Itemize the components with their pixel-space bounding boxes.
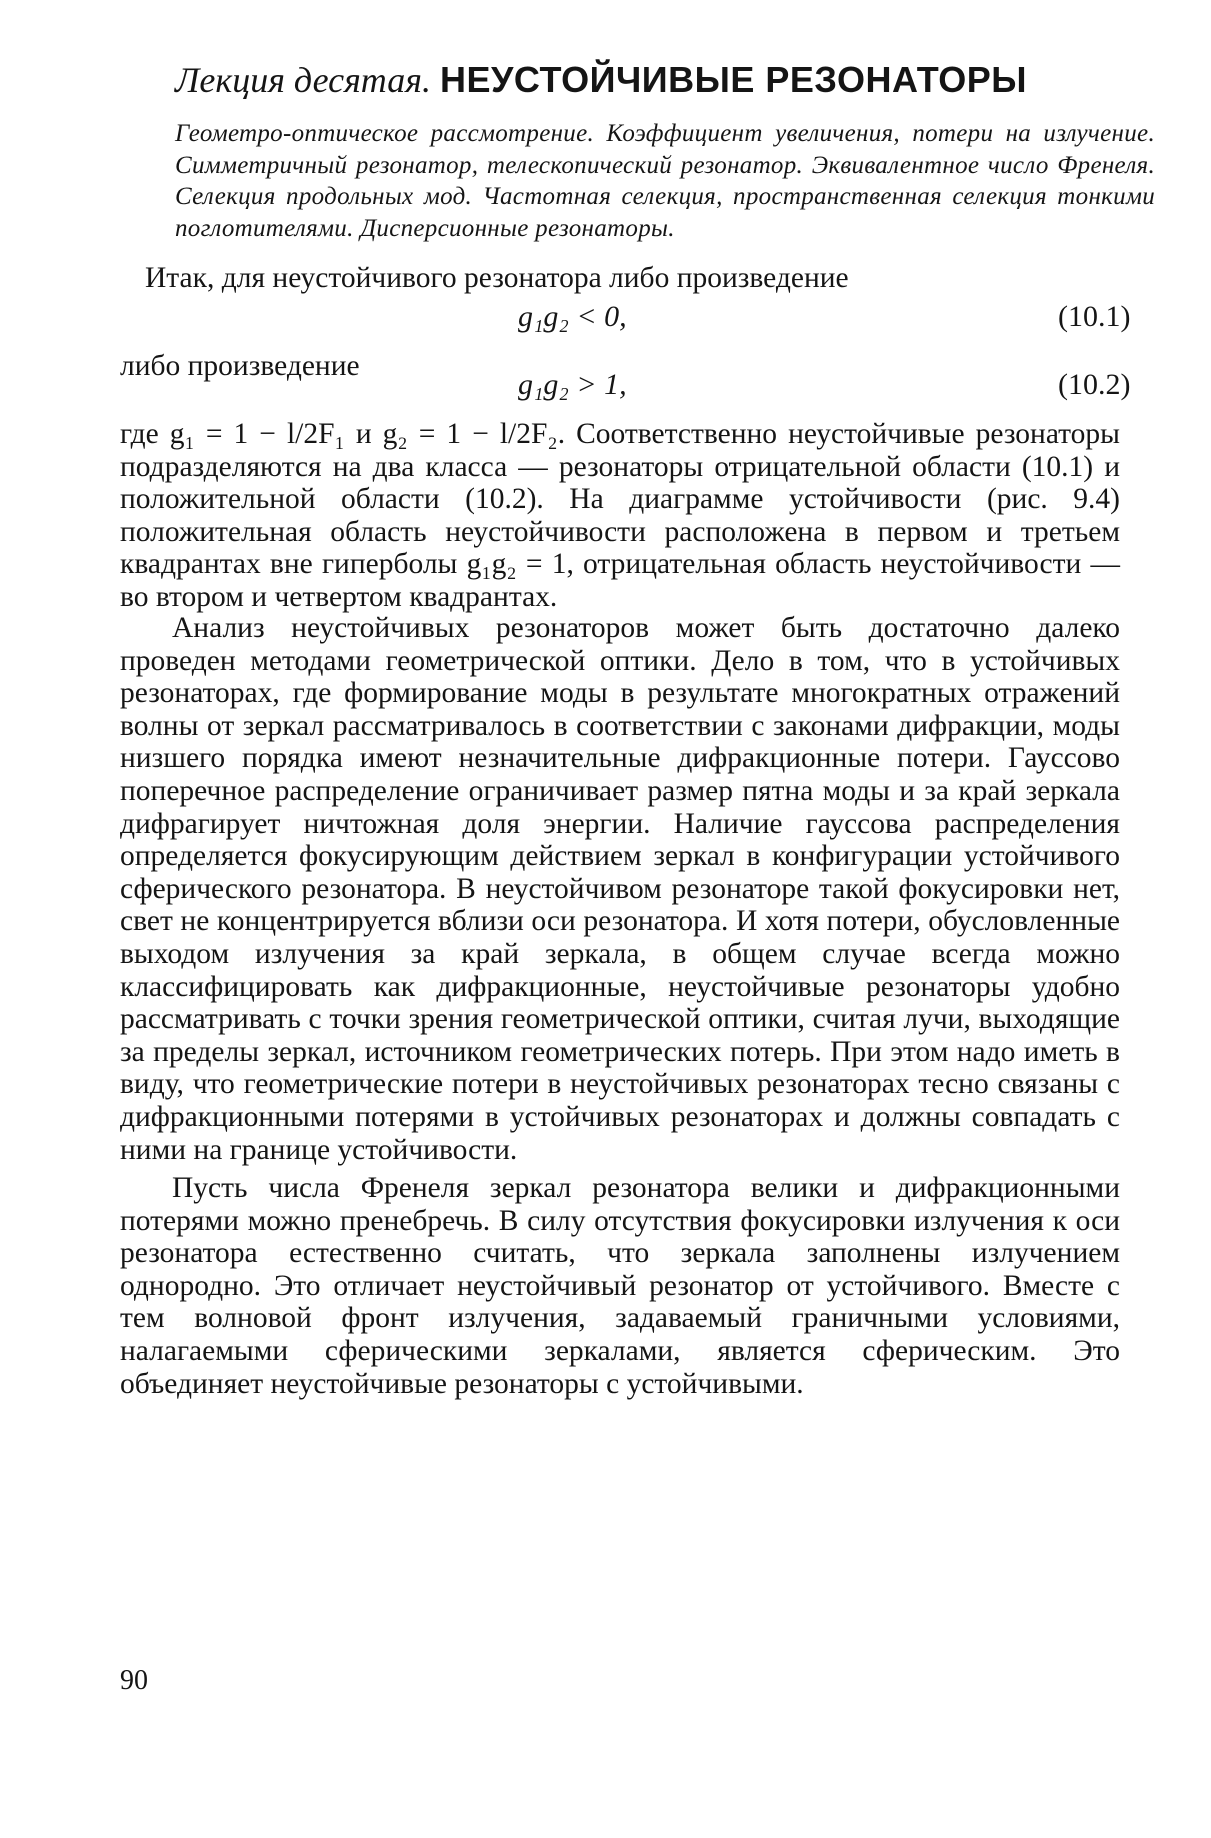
lecture-label: Лекция десятая. [175,60,431,100]
paragraph-2: Анализ неустойчивых резонаторов может быть достаточно далеко проведен методами геометрической оптики. Дело в том, что в устойчивых резонаторах, где формирование моды в результате многократных отражений волны от зеркал рассматривалось в соответствии с законами дифракции, моды низшего порядка имеют незначительные дифракционные потери. Гауссово поперечное распределение ограничивает размер пятна моды и за край зеркала дифрагирует ничтожная доля энергии. Наличие гауссова распределения определяется фокусирующим действием зеркал в конфигурации устойчивого сферического резонатора. В неустойчивом резонаторе такой фокусировки нет, свет не концентрируется вблизи оси резонатора. И хотя потери, обусловленные выходом излучения за край зеркала, в общем случае всегда можно классифицировать как дифракционные, неустойчивые резонаторы удобно рассматривать с точки зрения геометрической оптики, считая лучи, выходящие за пределы зеркал, источником геометрических потерь. При этом надо иметь в виду, что геометрические потери в неустойчивых резонаторах тесно связаны с дифракционными потерями в устойчивых резонаторах и должны совпадать с ними на границе устойчивости. [120,612,1120,1166]
paragraph-1: где g₁ = 1 − l/2F₁ и g₂ = 1 − l/2F₂. Соответственно неустойчивые резонаторы подразделяются на два класса — резонаторы отрицательной области (10.1) и положительной области (10.2). На диаграмме устойчивости (рис. 9.4) положительная область неустойчивости расположена в первом и третьем квадрантах вне гиперболы g₁g₂ = 1, отрицательная область неустойчивости — во втором и четвертом квадрантах. [120,418,1120,613]
lecture-heading [175,58,1175,102]
equation-number-10-2: (10.2) [1058,368,1131,401]
equation-10-2: g₁g₂ > 1, [518,368,627,401]
lecture-abstract: Геометро-оптическое рассмотрение. Коэффициент увеличения, потери на излучение. Симметричный резонатор, телескопический резонатор. Эквивалентное число Френеля. Селекция продольных мод. Частотная селекция, пространственная селекция тонкими поглотителями. Дисперсионные резонаторы. [175,120,1155,242]
paragraph-3: Пусть числа Френеля зеркал резонатора велики и дифракционными потерями можно пренебречь. В силу отсутствия фокусировки излучения к оси резонатора естественно считать, что зеркала заполнены излучением однородно. Это отличает неустойчивый резонатор от устойчивого. Вместе с тем волновой фронт излучения, задаваемый граничными условиями, налагаемыми сферическими зеркалами, является сферическим. Это объединяет неустойчивые резонаторы с устойчивыми. [120,1172,1120,1400]
page-number: 90 [120,1665,148,1696]
equation-10-1: g₁g₂ < 0, [518,300,627,333]
lecture-title: НЕУСТОЙЧИВЫЕ РЕЗОНАТОРЫ [439,59,1028,100]
or-line: либо произведение [120,350,360,382]
intro-line: Итак, для неустойчивого резонатора либо произведение [145,262,849,294]
equation-number-10-1: (10.1) [1058,300,1131,333]
